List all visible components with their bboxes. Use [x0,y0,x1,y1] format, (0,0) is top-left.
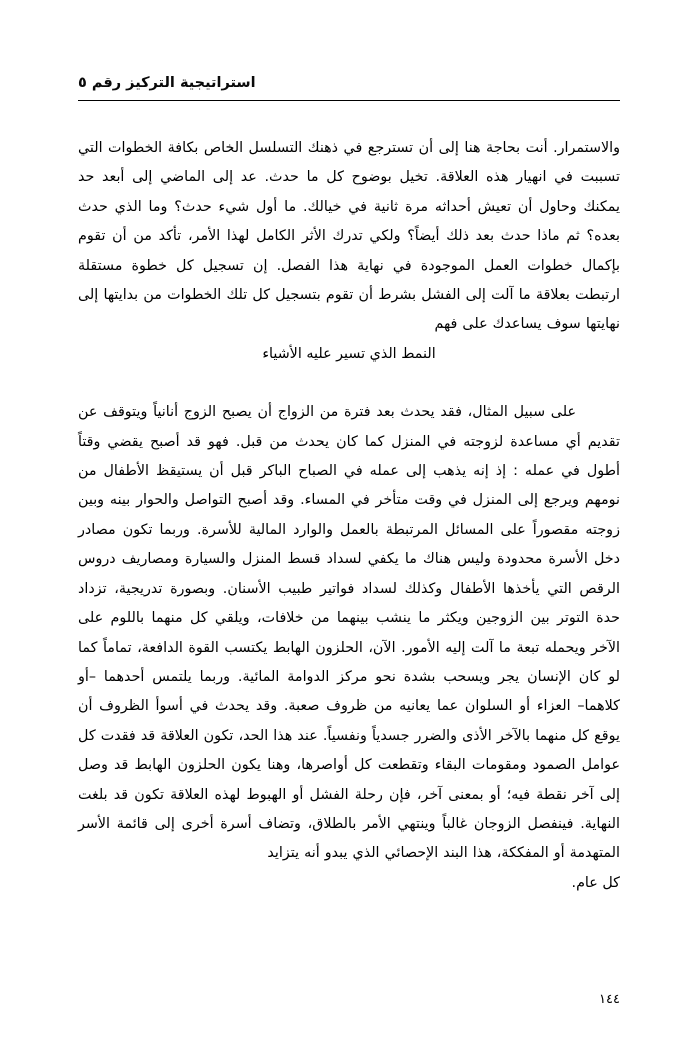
running-header [78,72,620,95]
body-text-block [78,134,620,898]
page-number: ١٤٤ [599,992,620,1007]
paragraph-2-last-line: كل عام. [571,874,620,891]
paragraph-2: على سبيل المثال، فقد يحدث بعد فترة من الزواج أن يصبح الزوج أنانياً ويتوقف عن تقديم أي مساعدة لزوجته في المنزل كما كان يحدث من قبل. فهو قد أصبح يقضي وقتاً أطول في عمله : إذ إنه يذهب إلى عمله في الصباح الباكر قبل أن يستيقظ الأطفال من نومهم ويرجع إلى المنزل في وقت متأخر في المساء. وقد أصبح التواصل والحوار بينه وبين زوجته مقصوراً على المسائل المرتبطة بالعمل والوارد المالية للأسرة. وربما تكون مصادر دخل الأسرة محدودة وليس هناك ما يكفي لسداد قسط المنزل والسيارة ومصاريف دروس الرقص التي يأخذها الأطفال وكذلك لسداد فواتير طبيب الأسنان. وبصورة تدريجية، تزداد حدة التوتر بين الزوجين ويكثر ما ينشب بينهما من خلافات، ويلقي كل منهما باللوم على الآخر ويحمله تبعة ما آلت إليه الأمور. الآن، الحلزون الهابط يكتسب القوة الدافعة، تماماً كما لو كان الإنسان يجر ويسحب بشدة نحو مركز الدوامة المائية. وربما يلتمس أحدهما –أو كلاهما– العزاء أو السلوان عما يعانيه من ظروف صعبة. وقد يحدث في أسوأ الظروف أن يوقع كل منهما بالآخر الأذى والضرر جسدياً ونفسياً. عند هذا الحد، تكون العلاقة قد فقدت كل عوامل الصمود ومقومات البقاء وتقطعت كل أواصرها، وهنا يكون الحلزون الهابط قد وصل إلى آخر نقطة فيه؛ أو بمعنى آخر، فإن رحلة الفشل أو الهبوط لهذه العلاقة تكون قد بلغت النهاية. فينفصل الزوجان غالباً وينتهي الأمر بالطلاق، وتضاف أسرة أخرى إلى قائمة الأسر المتهدمة أو المفككة، هذا البند الإحصائي الذي يبدو أنه يتزايد [78,404,620,862]
paragraph-1-last-line: النمط الذي تسير عليه الأشياء [262,345,436,362]
header-title: استراتيجية التركيز رقم ٥ [78,75,256,91]
paragraph-1: والاستمرار. أنت بحاجة هنا إلى أن تسترجع في ذهنك التسلسل الخاص بكافة الخطوات التي تسببت في انهيار هذه العلاقة. تخيل بوضوح كل ما حدث. عد إلى الماضي إلى أبعد حد يمكنك وحاول أن تعيش أحداثه مرة ثانية في خيالك. ما أول شيء حدث؟ وما الذي حدث بعده؟ ثم ماذا حدث بعد ذلك أيضاً؟ ولكي تدرك الأثر الكامل لهذا الأمر، تأكد من أن تقوم بإكمال خطوات العمل الموجودة في نهاية هذا الفصل. إن تسجيل كل خطوة مستقلة ارتبطت بعلاقة ما آلت إلى الفشل بشرط أن تقوم بتسجيل كل تلك الخطوات من بدايتها إلى نهايتها سوف يساعدك على فهم [78,140,620,333]
header-rule-divider [78,100,620,101]
